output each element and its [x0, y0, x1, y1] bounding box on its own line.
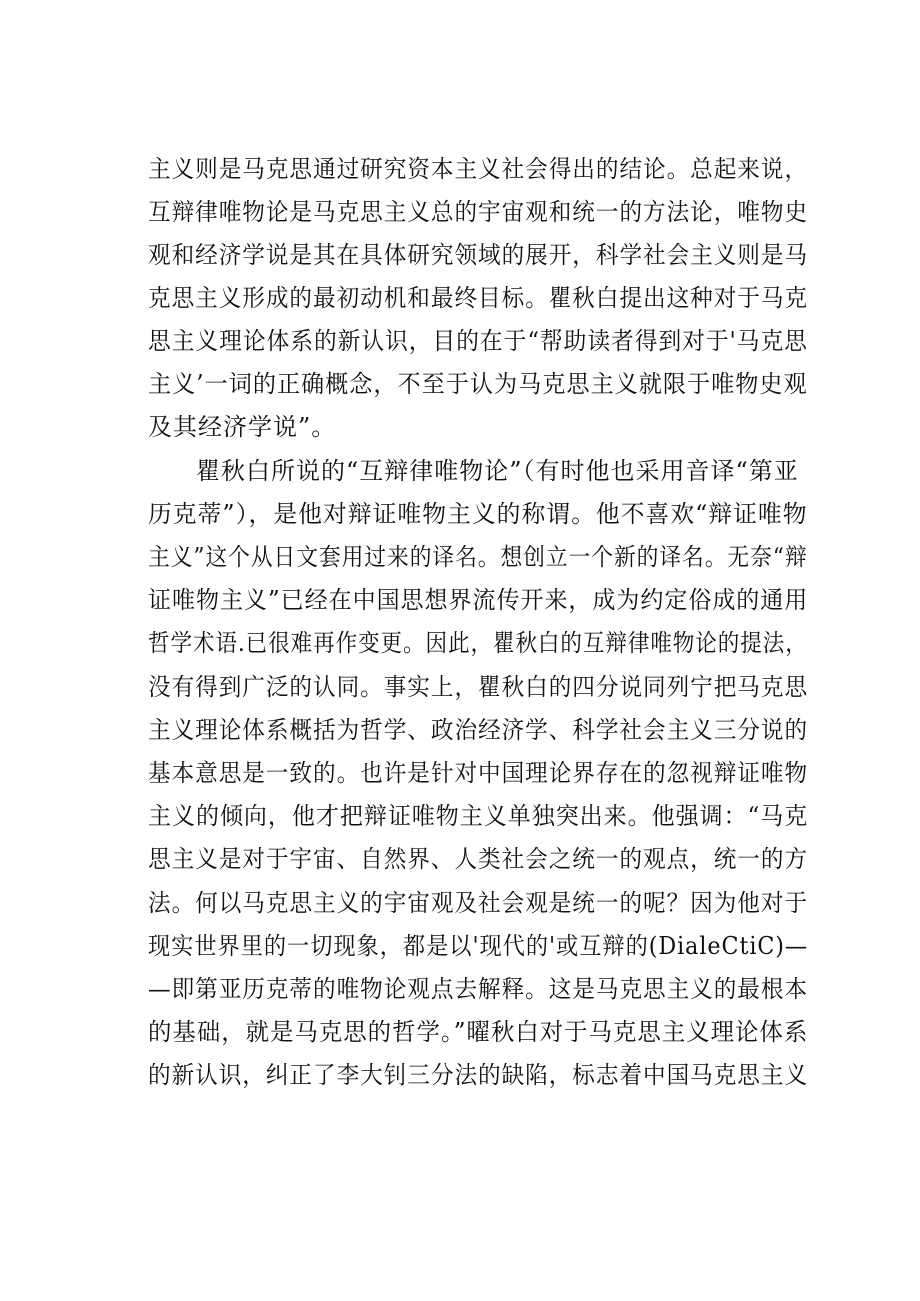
- text-line: 主义的倾向，他才把辩证唯物主义单独突出来。他强调：“马克: [148, 802, 809, 830]
- text-line: 主义”这个从日文套用过来的译名。想创立一个新的译名。无奈“辩: [148, 543, 808, 571]
- text-line: 克思主义形成的最初动机和最终目标。瞿秋白提出这种对于马克: [148, 284, 809, 312]
- text-line: 的新认识，纠正了李大钊三分法的缺陷，标志着中国马克思主义: [148, 1061, 809, 1089]
- text-line: 互辩律唯物论是马克思主义总的宇宙观和统一的方法论，唯物史: [148, 198, 809, 226]
- text-line: 主义则是马克思通过研究资本主义社会得出的结论。总起来说，: [148, 155, 809, 183]
- text-line: —即第亚历克蒂的唯物论观点去解释。这是马克思主义的最根本: [148, 975, 809, 1003]
- text-line: 法。何以马克思主义的宇宙观及社会观是统一的呢？因为他对于: [148, 889, 809, 917]
- text-line: 观和经济学说是其在具体研究领域的展开，科学社会主义则是马: [148, 241, 809, 269]
- text-line: 没有得到广泛的认同。事实上，瞿秋白的四分说同列宁把马克思: [148, 673, 809, 701]
- text-line: 主义理论体系概括为哲学、政治经济学、科学社会主义三分说的: [148, 716, 809, 744]
- text-line: 主义’一词的正确概念，不至于认为马克思主义就限于唯物史观: [148, 370, 808, 398]
- text-line: 证唯物主义”已经在中国思想界流传开来，成为约定俗成的通用: [148, 586, 809, 614]
- text-line: 哲学术语.已很难再作变更。因此，瞿秋白的互辩律唯物论的提法，: [148, 629, 808, 657]
- text-line: 的基础，就是马克思的哲学。”曜秋白对于马克思主义理论体系: [148, 1018, 809, 1046]
- text-line: 现实世界里的一切现象，都是以'现代的'或互辩的(DialeCtiC)—: [148, 932, 809, 960]
- paragraph-first-line: 瞿秋白所说的“互辩律唯物论”（有时他也采用音译“第亚: [196, 457, 799, 485]
- text-line: 思主义理论体系的新认识，目的在于“帮助读者得到对于'马克思: [148, 327, 808, 355]
- text-line: 基本意思是一致的。也许是针对中国理论界存在的忽视辩证唯物: [148, 759, 809, 787]
- text-line: 及其经济学说”。: [148, 413, 337, 441]
- text-line: 历克蒂”），是他对辩证唯物主义的称谓。他不喜欢“辩证唯物: [148, 500, 808, 528]
- text-line: 思主义是对于宇宙、自然界、人类社会之统一的观点，统一的方: [148, 845, 809, 873]
